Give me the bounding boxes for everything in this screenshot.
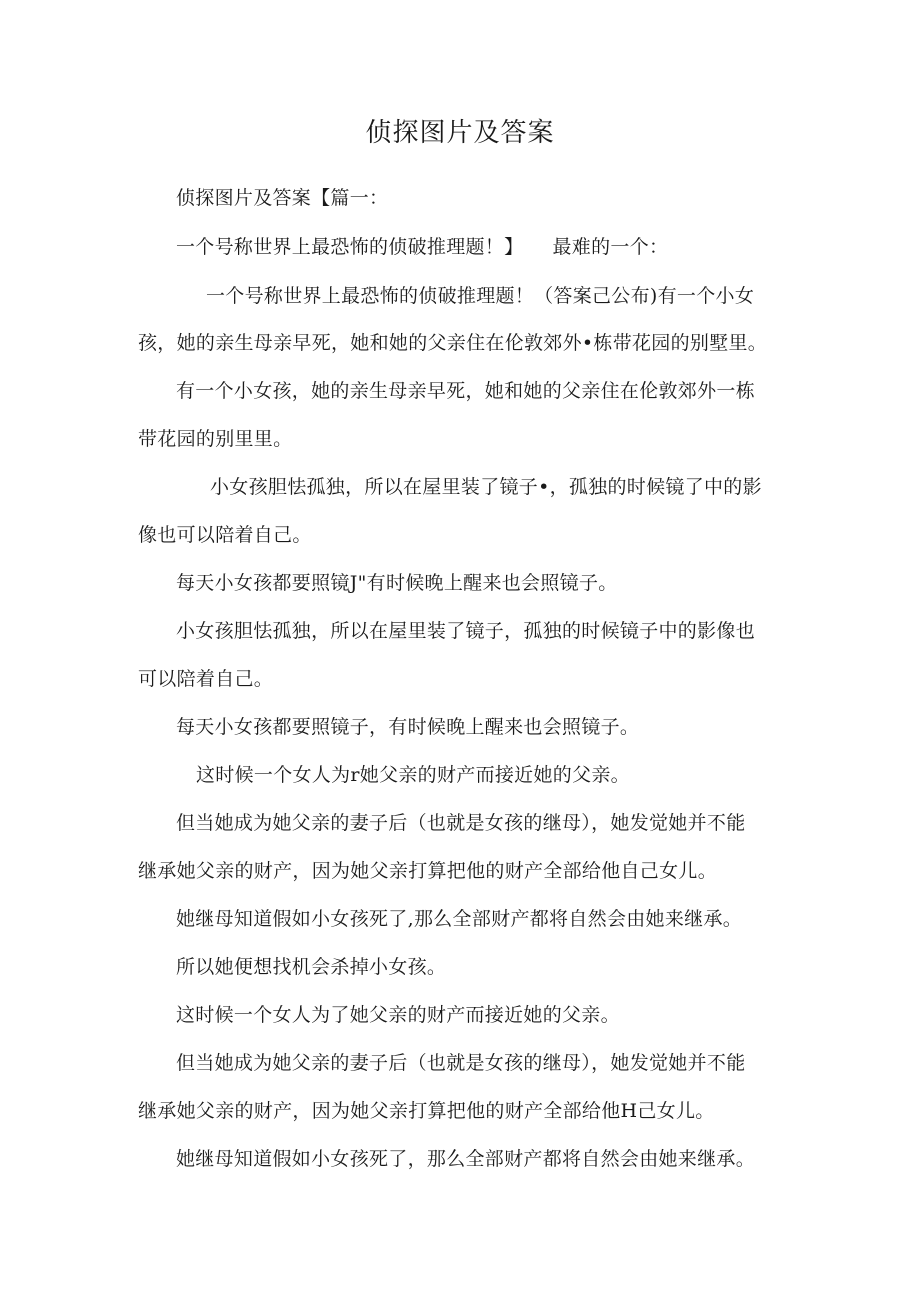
paragraph-line: 她继母知道假如小女孩死了,那么全部财产都将自然会由她来继承。 <box>176 908 743 930</box>
paragraph-line: 可以陪着自己。 <box>138 668 274 690</box>
paragraph-line: 有一个小女孩，她的亲生母亲早死，她和她的父亲住在伦敦郊外一栋 <box>176 380 756 402</box>
paragraph-line: 这时候一个女人为了她父亲的财产而接近她的父亲。 <box>176 1004 620 1026</box>
paragraph-line: 一个号称世界上最恐怖的侦破推理题！（答案己公布)有一个小女 <box>206 285 755 307</box>
document-title: 侦探图片及答案 <box>365 118 555 148</box>
paragraph-line: 她继母知道假如小女孩死了，那么全部财产都将自然会由她来继承。 <box>176 1148 756 1170</box>
paragraph-line: 但当她成为她父亲的妻子后（也就是女孩的继母），她发觉她并不能 <box>176 1052 746 1074</box>
paragraph-line: 带花园的别里里。 <box>138 428 293 450</box>
paragraph-line: 这时候一个女人为r她父亲的财产而接近她的父亲。 <box>196 764 630 786</box>
paragraph-line: 每天小女孩都要照镜子，有时候晚上醒来也会照镜子。 <box>176 716 640 738</box>
paragraph-line: 小女孩胆怯孤独，所以在屋里装了镜子•，孤独的时候镜了中的影 <box>210 476 762 498</box>
paragraph-line: 但当她成为她父亲的妻子后（也就是女孩的继母），她发觉她并不能 <box>176 812 746 834</box>
paragraph-line: 每天小女孩都要照镜J"有时候晚上醒来也会照镜子。 <box>176 572 618 594</box>
paragraph-line: 孩，她的亲生母亲早死，她和她的父亲住在伦敦郊外•栋带花园的别墅里。 <box>138 332 768 354</box>
paragraph-line: 一个号称世界上最恐怖的侦破推理题！】 最难的一个： <box>176 236 669 258</box>
paragraph-line: 继承她父亲的财产，因为她父亲打算把他的财产全部给他自己女儿。 <box>138 860 718 882</box>
paragraph-line: 小女孩胆怯孤独，所以在屋里装了镜子，孤独的时候镜子中的影像也 <box>176 620 756 642</box>
paragraph-line: 继承她父亲的财产，因为她父亲打算把他的财产全部给他H己女儿。 <box>138 1100 715 1122</box>
paragraph-line: 像也可以陪着自己。 <box>138 524 312 546</box>
paragraph-line: 侦探图片及答案【篇一： <box>176 187 389 209</box>
paragraph-line: 所以她便想找机会杀掉小女孩。 <box>176 956 447 978</box>
